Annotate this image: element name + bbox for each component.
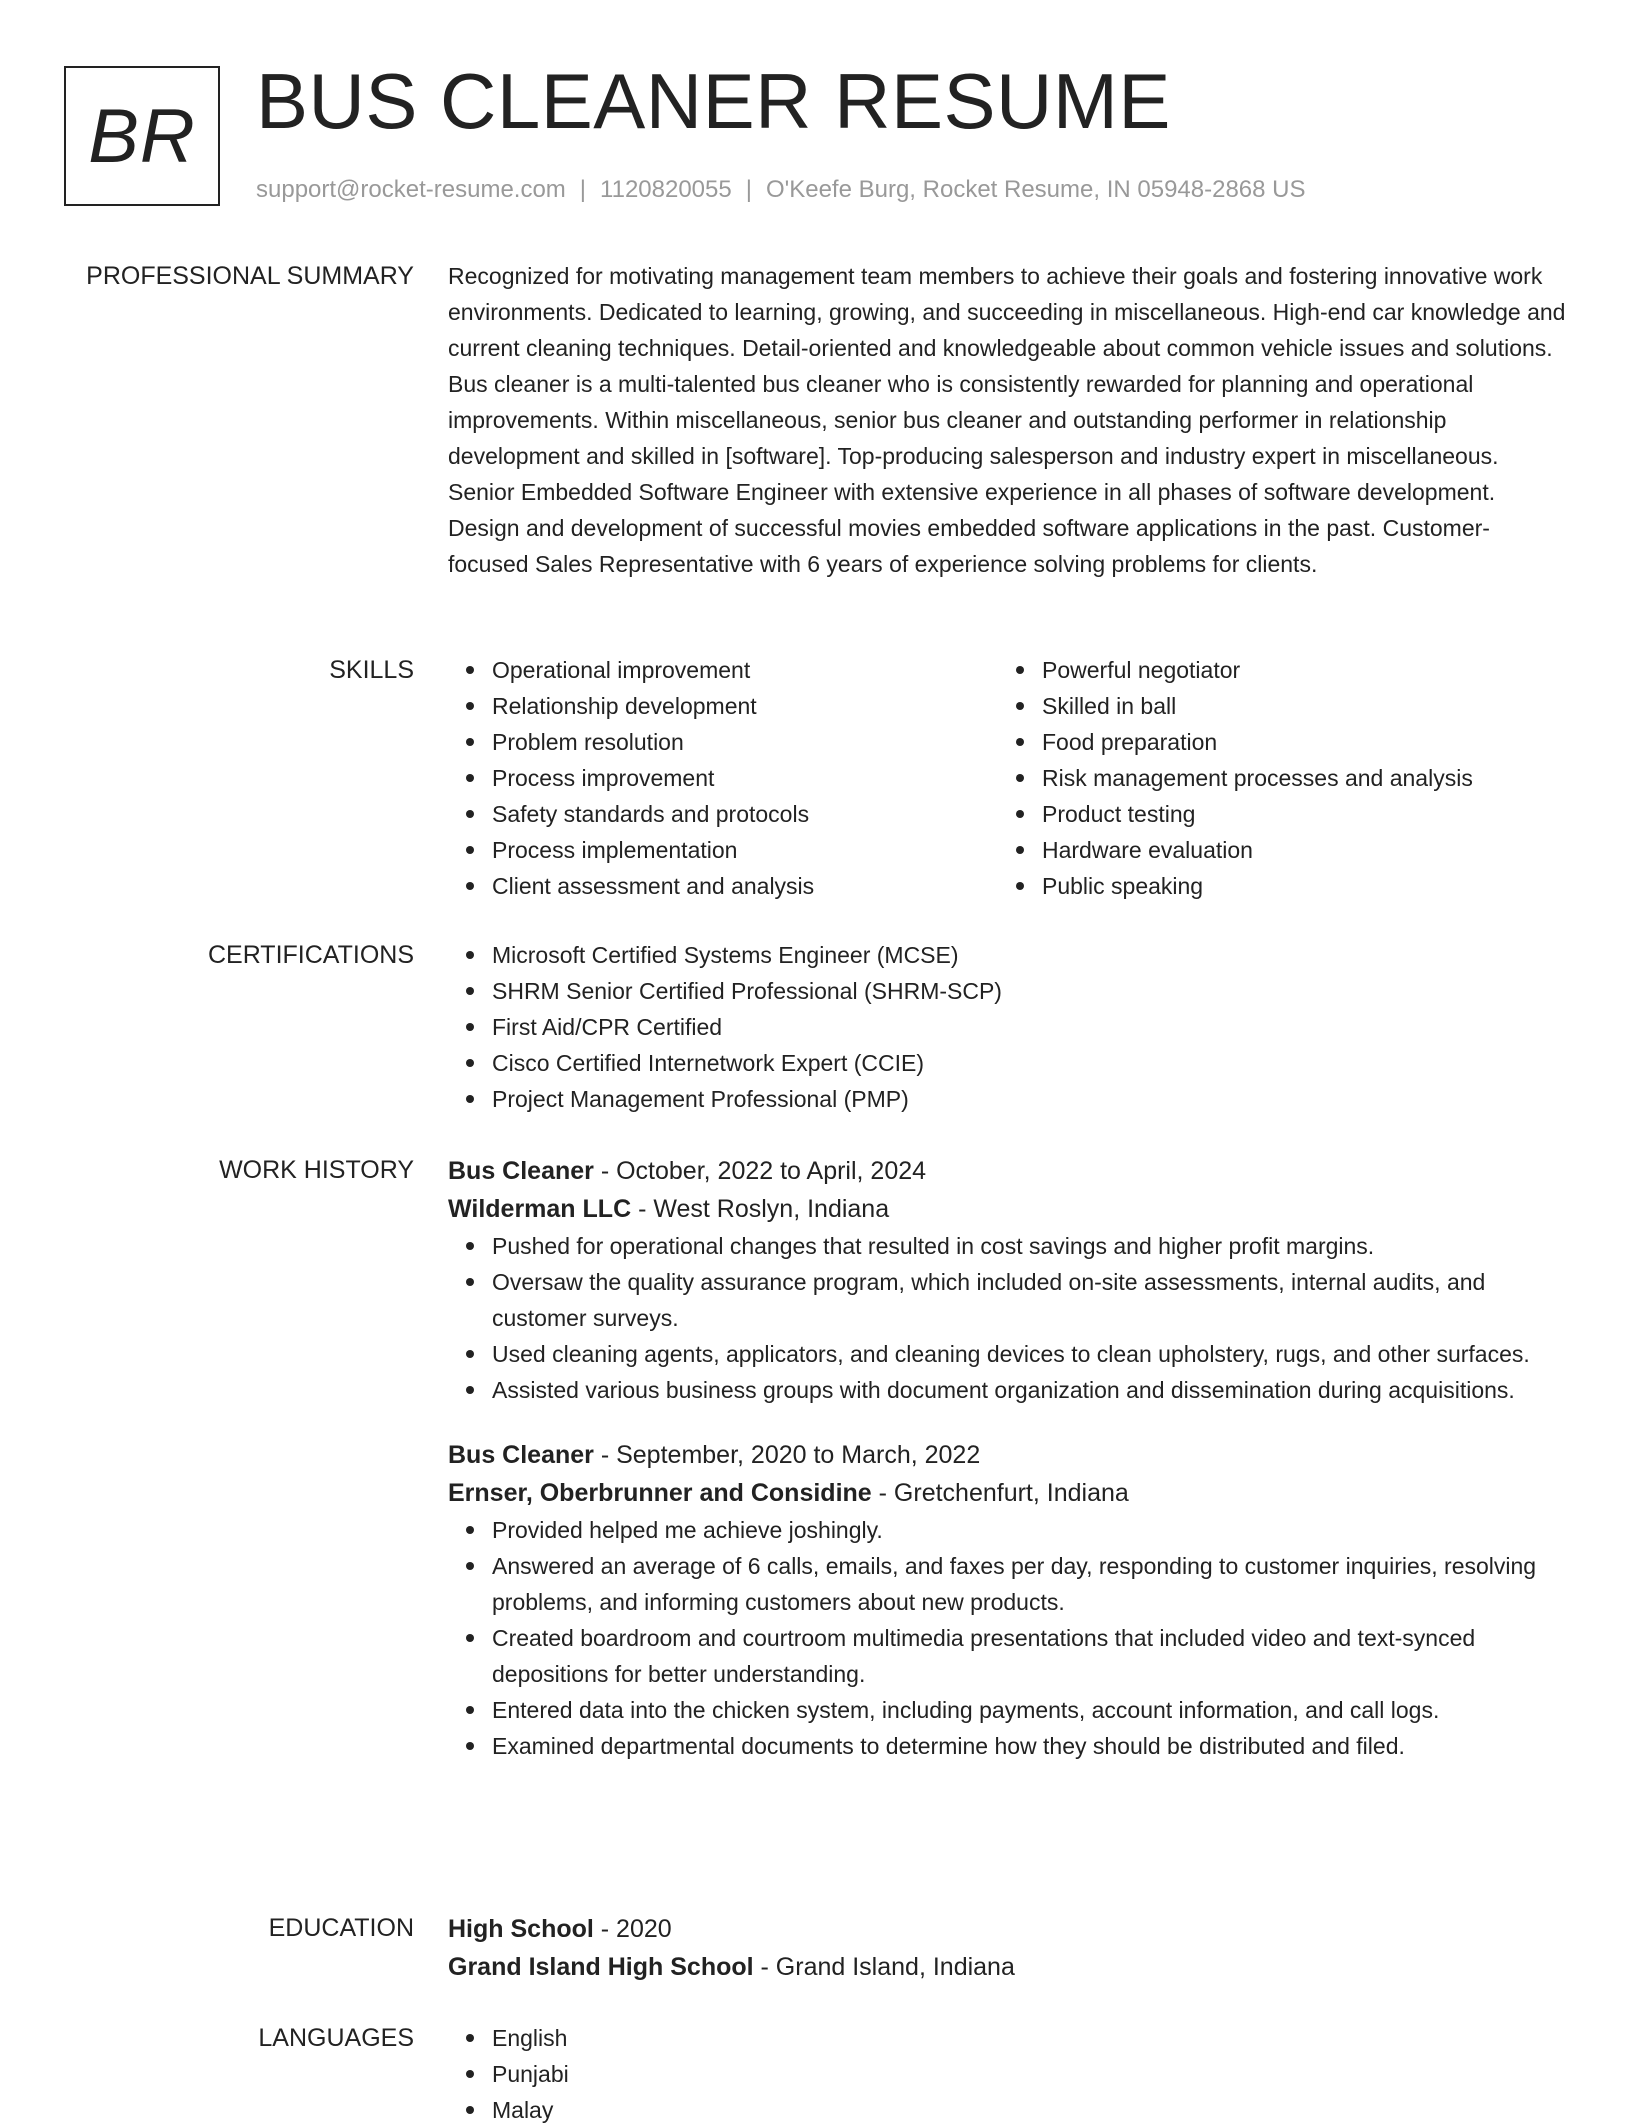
skills-list-left bbox=[448, 652, 998, 904]
skills-column-right bbox=[998, 652, 1548, 904]
job-dates: - October, 2022 to April, 2024 bbox=[593, 1157, 927, 1185]
contact-address: O'Keefe Burg, Rocket Resume, IN 05948-2868 US bbox=[765, 176, 1306, 203]
contact-separator: | bbox=[579, 176, 587, 203]
summary-body bbox=[448, 258, 1568, 582]
list-item: First Aid/CPR Certified bbox=[492, 1009, 1568, 1045]
list-item: Relationship development bbox=[492, 688, 998, 724]
list-item: Public speaking bbox=[1042, 868, 1548, 904]
job-duties-list bbox=[448, 1228, 1568, 1408]
list-item: Food preparation bbox=[1042, 724, 1548, 760]
job-duties-list bbox=[448, 1512, 1568, 1764]
job-entry bbox=[448, 1152, 1568, 1408]
education-body bbox=[448, 1910, 1568, 1986]
skills-body bbox=[448, 652, 1568, 904]
list-item: Oversaw the quality assurance program, which included on-site assessments, internal audits, and customer surveys. bbox=[492, 1264, 1568, 1336]
list-item: Examined departmental documents to determine how they should be distributed and filed. bbox=[492, 1728, 1568, 1764]
summary-text: Recognized for motivating management team members to achieve their goals and fostering innovative work environments. Dedicated to learning, growing, and succeeding in miscellaneous. High-end car knowledge and current cleaning techniques. Detail-oriented and knowledgeable about common vehicle issues and solutions. Bus cleaner is a multi-talented bus cleaner who is consistently rewarded for planning and operational improvements. Within miscellaneous, senior bus cleaner and outstanding performer in relationship development and skilled in [software]. Top-producing salesperson and industry expert in miscellaneous. Senior Embedded Software Engineer with extensive experience in all phases of software development. Design and development of successful movies embedded software applications in the past. Customer-focused Sales Representative with 6 years of experience solving problems for clients. bbox=[448, 263, 1566, 577]
list-item: Process implementation bbox=[492, 832, 998, 868]
summary-heading: PROFESSIONAL SUMMARY bbox=[86, 262, 414, 290]
list-item: Process improvement bbox=[492, 760, 998, 796]
list-item: Provided helped me achieve joshingly. bbox=[492, 1512, 1568, 1548]
list-item: SHRM Senior Certified Professional (SHRM-SCP) bbox=[492, 973, 1568, 1009]
contact-separator: | bbox=[745, 176, 752, 203]
list-item: Product testing bbox=[1042, 796, 1548, 832]
job-title-line bbox=[448, 1436, 1568, 1474]
list-item: Created boardroom and courtroom multimedia presentations that included video and text-synced depositions for better understanding. bbox=[492, 1620, 1568, 1692]
job-title: Bus Cleaner bbox=[448, 1441, 594, 1469]
skills-heading: SKILLS bbox=[329, 656, 414, 684]
list-item: Risk management processes and analysis bbox=[1042, 760, 1548, 796]
job-entry bbox=[448, 1436, 1568, 1764]
education-heading: EDUCATION bbox=[268, 1914, 414, 1942]
list-item: Assisted various business groups with document organization and dissemination during acquisitions. bbox=[492, 1372, 1568, 1408]
list-item: Used cleaning agents, applicators, and cleaning devices to clean upholstery, rugs, and other surfaces. bbox=[492, 1336, 1568, 1372]
list-item: Microsoft Certified Systems Engineer (MCSE) bbox=[492, 937, 1568, 973]
job-title-line bbox=[448, 1152, 1568, 1190]
skills-list-right bbox=[998, 652, 1548, 904]
education-degree: High School bbox=[448, 1915, 594, 1943]
list-item: Skilled in ball bbox=[1042, 688, 1548, 724]
resume-title: BUS CLEANER RESUME bbox=[256, 57, 1171, 145]
list-item: Punjabi bbox=[492, 2056, 1568, 2092]
education-location: - Grand Island, Indiana bbox=[753, 1953, 1015, 1981]
work-history-body bbox=[448, 1152, 1568, 1792]
list-item: Problem resolution bbox=[492, 724, 998, 760]
job-dates: - September, 2020 to March, 2022 bbox=[593, 1441, 981, 1469]
list-item: Answered an average of 6 calls, emails, and faxes per day, responding to customer inquiries, resolving problems, and informing customers about new products. bbox=[492, 1548, 1568, 1620]
education-degree-line bbox=[448, 1910, 1568, 1948]
list-item: Cisco Certified Internetwork Expert (CCIE) bbox=[492, 1045, 1568, 1081]
contact-phone: 1120820055 bbox=[600, 176, 732, 203]
education-school-line bbox=[448, 1948, 1568, 1986]
initials-monogram bbox=[64, 66, 220, 206]
list-item: Operational improvement bbox=[492, 652, 998, 688]
education-year: - 2020 bbox=[593, 1915, 672, 1943]
job-company-line bbox=[448, 1474, 1568, 1512]
list-item: Malay bbox=[492, 2092, 1568, 2128]
education-school: Grand Island High School bbox=[448, 1953, 754, 1981]
job-company-line bbox=[448, 1190, 1568, 1228]
list-item: Safety standards and protocols bbox=[492, 796, 998, 832]
list-item: Project Management Professional (PMP) bbox=[492, 1081, 1568, 1117]
list-item: Powerful negotiator bbox=[1042, 652, 1548, 688]
languages-heading: LANGUAGES bbox=[258, 2024, 414, 2052]
job-title: Bus Cleaner bbox=[448, 1157, 594, 1185]
skills-column-left bbox=[448, 652, 998, 904]
list-item: English bbox=[492, 2020, 1568, 2056]
job-company: Wilderman LLC bbox=[448, 1195, 632, 1223]
work-history-heading: WORK HISTORY bbox=[219, 1156, 414, 1184]
contact-email: support@rocket-resume.com bbox=[256, 176, 566, 203]
certifications-body bbox=[448, 937, 1568, 1117]
job-location: - West Roslyn, Indiana bbox=[631, 1195, 890, 1223]
initials-text: BR bbox=[88, 93, 196, 179]
job-location: - Gretchenfurt, Indiana bbox=[871, 1479, 1129, 1507]
certifications-list bbox=[448, 937, 1568, 1117]
certifications-heading: CERTIFICATIONS bbox=[207, 941, 414, 969]
list-item: Entered data into the chicken system, including payments, account information, and call logs. bbox=[492, 1692, 1568, 1728]
list-item: Pushed for operational changes that resulted in cost savings and higher profit margins. bbox=[492, 1228, 1568, 1264]
job-company: Ernser, Oberbrunner and Considine bbox=[448, 1479, 872, 1507]
list-item: Hardware evaluation bbox=[1042, 832, 1548, 868]
contact-line bbox=[256, 172, 1306, 208]
list-item: Client assessment and analysis bbox=[492, 868, 998, 904]
